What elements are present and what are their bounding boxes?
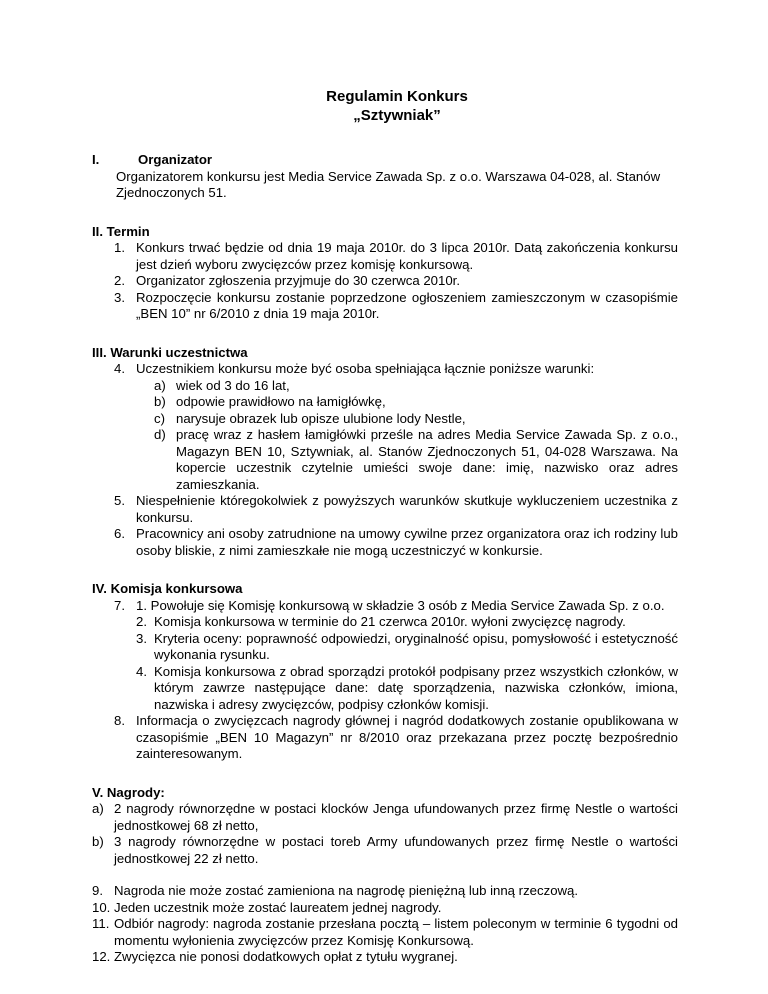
sub-list-item: b) odpowie prawidłowo na łamigłówkę,	[154, 394, 386, 409]
section-warunki	[92, 345, 678, 560]
section-body: Organizatorem konkursu jest Media Service Zawada Sp. z o.o. Warszawa 04-028, al. Stanów Zjednoczonych 51.	[116, 168, 661, 200]
list-item: 5. Niespełnienie któregokolwiek z powyższych warunków skutkuje wykluczeniem uczestnika z konkursu.	[114, 493, 678, 525]
section-title: II. Termin	[92, 223, 150, 239]
doc-title-line2: „Sztywniak”	[353, 107, 441, 124]
sub-list-item: a) wiek od 3 do 16 lat,	[154, 377, 290, 393]
section-title: Organizator	[138, 152, 213, 167]
sub-list-item: c) narysuje obrazek lub opisze ulubione lody Nestle,	[154, 410, 466, 426]
list-item: 3. Rozpoczęcie konkursu zostanie poprzedzone ogłoszeniem zamieszczonym w czasopiśmie „BEN 10” nr 6/2010 z dnia 19 maja 2010r.	[114, 289, 678, 321]
section-title: IV. Komisja konkursowa	[92, 581, 243, 596]
sub-list-item: d) pracę wraz z hasłem łamigłówki prześle na adres Media Service Zawada Sp. z o.o., Magazyn BEN 10, Sztywniak, al. Stanów Zjednoczonych 51, 04-028 Warszawa. Na kopercie uczestnik czytelnie umieści swoje dane: imię, nazwisko oraz adres zamieszkania.	[154, 427, 678, 492]
sub-list-item: 2. Komisja konkursowa w terminie do 21 czerwca 2010r. wyłoni zwycięzcę nagrody.	[136, 614, 626, 629]
sub-list-item: 3. Kryteria oceny: poprawność odpowiedzi, oryginalność opisu, pomysłowość i estetyczność wykonania rysunku.	[136, 630, 678, 662]
list-item: 4. Uczestnikiem konkursu może być osoba spełniająca łącznie poniższe warunki:	[114, 361, 595, 376]
section-termin	[92, 224, 678, 323]
list-item: 9. Nagroda nie może zostać zamieniona na nagrodę pieniężną lub inną rzeczową.	[92, 883, 579, 898]
section-komisja	[92, 581, 678, 763]
section-organizator	[92, 152, 678, 202]
document-page	[92, 87, 678, 966]
list-item: 12. Zwycięzca nie ponosi dodatkowych opłat z tytułu wygranej.	[92, 949, 458, 964]
prize-item: a) 2 nagrody równorzędne w postaci klocków Jenga ufundowanych przez firmę Nestle o wartości jednostkowej 68 zł netto,	[92, 801, 678, 833]
list-item: 11. Odbiór nagrody: nagroda zostanie przesłana pocztą – listem poleconym w terminie 6 tygodni od momentu wyłonienia zwycięzców przez Komisję Konkursową.	[92, 916, 678, 948]
section-heading	[92, 152, 678, 169]
prize-item: b) 3 nagrody równorzędne w postaci toreb Army ufundowanych przez firmę Nestle o wartości jednostkowej 22 zł netto.	[92, 834, 678, 866]
sub-list-item: 4. Komisja konkursowa z obrad sporządzi protokół podpisany przez wszystkich członków, w którym zawrze następujące dane: datę sporządzenia, nazwiska członków, imiona, nazwiska i adresy zwycięzców, podpisy członków komisji.	[136, 663, 678, 712]
list-item: 6. Pracownicy ani osoby zatrudnione na umowy cywilne przez organizatora oraz ich rodziny lub osoby bliskie, z nimi zamieszkałe nie mogą uczestniczyć w konkursie.	[114, 526, 678, 558]
list-item: 10. Jeden uczestnik może zostać laureatem jednej nagrody.	[92, 899, 442, 915]
section-title: V. Nagrody:	[92, 784, 165, 800]
list-item: 8. Informacja o zwycięzcach nagrody głównej i nagród dodatkowych zostanie opublikowana w czasopiśmie „BEN 10 Magazyn” nr 8/2010 oraz przekazana przez pocztę bezpośrednio zainteresowanym.	[114, 713, 678, 761]
section-nagrody	[92, 785, 678, 966]
section-title: III. Warunki uczestnictwa	[92, 344, 248, 360]
list-item: 1. Konkurs trwać będzie od dnia 19 maja 2010r. do 3 lipca 2010r. Datą zakończenia konkursu jest dzień wyboru zwycięzców przez komisję konkursową.	[114, 240, 678, 272]
list-item: 2. Organizator zgłoszenia przyjmuje do 30 czerwca 2010r.	[114, 273, 460, 288]
doc-title-line1: Regulamin Konkurs	[326, 88, 468, 105]
list-item: 7. 1. Powołuje się Komisję konkursową w składzie 3 osób z Media Service Zawada Sp. z o.o.	[114, 597, 665, 613]
section-number: I.	[92, 152, 100, 167]
